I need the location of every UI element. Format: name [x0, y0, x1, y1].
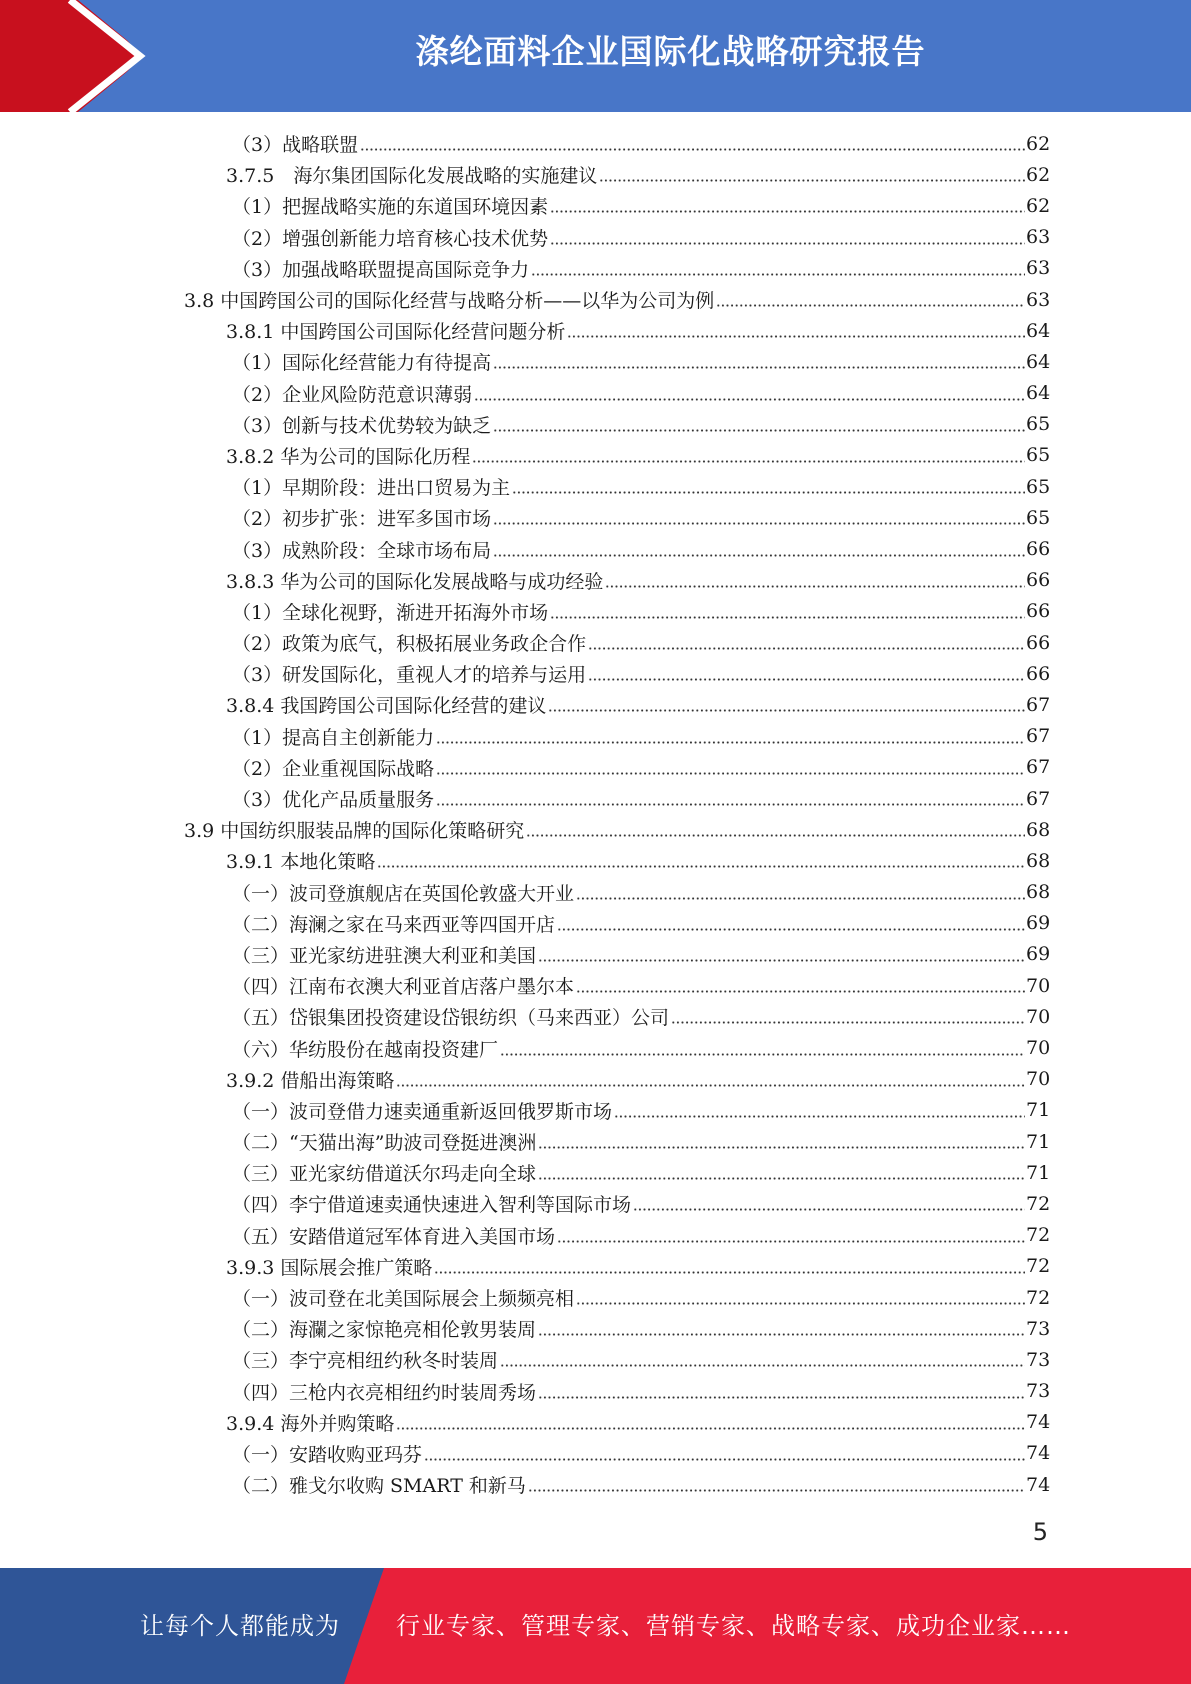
toc-entry[interactable] — [0, 689, 1191, 720]
toc-dot-leader — [588, 677, 1025, 682]
toc-entry[interactable] — [0, 1251, 1191, 1282]
toc-dot-leader — [576, 896, 1025, 901]
toc-dot-leader — [550, 615, 1025, 620]
toc-dot-leader — [528, 1488, 1025, 1493]
toc-dot-leader — [605, 584, 1025, 589]
toc-entry-page: 65 — [1026, 475, 1051, 498]
toc-entry-title: （一）安踏收购亚玛芬 — [232, 1443, 423, 1466]
toc-entry-page: 72 — [1026, 1224, 1051, 1247]
toc-entry-page: 73 — [1026, 1380, 1051, 1403]
toc-entry-title: （3）加强战略联盟提高国际竞争力 — [232, 258, 530, 281]
toc-entry[interactable] — [0, 658, 1191, 689]
toc-entry[interactable] — [0, 627, 1191, 658]
toc-dot-leader — [377, 864, 1025, 869]
toc-entry[interactable] — [0, 596, 1191, 627]
toc-entry-title: 3.8.4 我国跨国公司国际化经营的建议 — [226, 695, 547, 718]
toc-entry-title: （1）国际化经营能力有待提高 — [232, 352, 492, 375]
toc-dot-leader — [526, 833, 1025, 838]
toc-entry-page: 74 — [1026, 1442, 1051, 1465]
toc-entry-page: 72 — [1026, 1255, 1051, 1278]
toc-entry-title: （六）华纺股份在越南投资建厂 — [232, 1038, 499, 1061]
toc-entry-page: 64 — [1026, 350, 1051, 373]
toc-entry-title: 3.9 中国纺织服装品牌的国际化策略研究 — [184, 820, 525, 843]
toc-dot-leader — [531, 272, 1025, 277]
toc-entry-title: （2）企业重视国际战略 — [232, 757, 435, 780]
toc-entry-title: 3.7.5 海尔集团国际化发展战略的实施建议 — [226, 165, 598, 188]
toc-entry[interactable] — [0, 471, 1191, 502]
toc-entry[interactable] — [0, 565, 1191, 596]
toc-entry[interactable] — [0, 378, 1191, 409]
toc-entry[interactable] — [0, 1188, 1191, 1219]
toc-entry-title: （3）优化产品质量服务 — [232, 789, 435, 812]
toc-entry-page: 67 — [1026, 725, 1051, 748]
toc-entry[interactable] — [0, 939, 1191, 970]
toc-dot-leader — [500, 1052, 1025, 1057]
toc-entry-title: （1）把握战略实施的东道国环境因素 — [232, 196, 549, 219]
toc-dot-leader — [360, 147, 1025, 152]
toc-entry[interactable] — [0, 970, 1191, 1001]
toc-dot-leader — [567, 334, 1025, 339]
toc-dot-leader — [493, 428, 1025, 433]
toc-entry-page: 67 — [1026, 787, 1051, 810]
toc-entry[interactable] — [0, 253, 1191, 284]
toc-dot-leader — [538, 1395, 1025, 1400]
toc-entry[interactable] — [0, 1438, 1191, 1469]
toc-entry-title: （3）研发国际化，重视人才的培养与运用 — [232, 664, 587, 687]
toc-dot-leader — [424, 1457, 1025, 1462]
toc-dot-leader — [557, 1239, 1025, 1244]
toc-entry[interactable] — [0, 222, 1191, 253]
toc-dot-leader — [548, 708, 1025, 713]
toc-dot-leader — [396, 1426, 1025, 1431]
toc-entry[interactable] — [0, 1157, 1191, 1188]
toc-entry-page: 66 — [1026, 631, 1051, 654]
toc-dot-leader — [599, 178, 1025, 183]
footer-slogan-left: 让每个人都能成为 — [140, 1612, 340, 1640]
toc-entry-page: 62 — [1026, 194, 1051, 217]
toc-dot-leader — [614, 1114, 1025, 1119]
toc-entry-page: 68 — [1026, 818, 1051, 841]
toc-dot-leader — [493, 553, 1025, 558]
toc-dot-leader — [493, 521, 1025, 526]
toc-entry-title: （1）全球化视野，渐进开拓海外市场 — [232, 601, 549, 624]
toc-entry[interactable] — [0, 1344, 1191, 1375]
toc-dot-leader — [557, 927, 1025, 932]
toc-entry-page: 71 — [1026, 1161, 1051, 1184]
toc-entry[interactable] — [0, 908, 1191, 939]
toc-entry-title: （1）提高自主创新能力 — [232, 726, 435, 749]
toc-entry-title: （2）增强创新能力培育核心技术优势 — [232, 227, 549, 250]
toc-entry-title: 3.8.3 华为公司的国际化发展战略与成功经验 — [226, 570, 604, 593]
toc-entry-title: 3.8 中国跨国公司的国际化经营与战略分析——以华为公司为例 — [184, 290, 715, 313]
toc-entry-title: （一）波司登在北美国际展会上频频亮相 — [232, 1288, 575, 1311]
toc-entry[interactable] — [0, 190, 1191, 221]
toc-dot-leader — [538, 1176, 1025, 1181]
toc-entry[interactable] — [0, 1220, 1191, 1251]
toc-entry-title: （三）李宁亮相纽约秋冬时装周 — [232, 1350, 499, 1373]
toc-entry[interactable] — [0, 1376, 1191, 1407]
toc-dot-leader — [493, 365, 1025, 370]
toc-entry-page: 68 — [1026, 881, 1051, 904]
toc-entry-title: （一）波司登旗舰店在英国伦敦盛大开业 — [232, 882, 575, 905]
page-footer — [0, 1568, 1191, 1684]
toc-entry-title: （三）亚光家纺进驻澳大利亚和美国 — [232, 944, 537, 967]
toc-entry-page: 69 — [1026, 943, 1051, 966]
toc-entry[interactable] — [0, 284, 1191, 315]
toc-entry-title: （3）创新与技术优势较为缺乏 — [232, 414, 492, 437]
toc-entry[interactable] — [0, 845, 1191, 876]
toc-entry-page: 72 — [1026, 1286, 1051, 1309]
toc-dot-leader — [512, 490, 1025, 495]
toc-entry[interactable] — [0, 1313, 1191, 1344]
toc-entry[interactable] — [0, 877, 1191, 908]
toc-entry-title: （四）江南布衣澳大利亚首店落户墨尔本 — [232, 976, 575, 999]
toc-entry[interactable] — [0, 409, 1191, 440]
toc-dot-leader — [474, 397, 1025, 402]
toc-entry[interactable] — [0, 1407, 1191, 1438]
toc-entry-title: 3.8.1 中国跨国公司国际化经营问题分析 — [226, 321, 566, 344]
toc-entry-title: 3.9.2 借船出海策略 — [226, 1069, 395, 1092]
toc-entry-page: 66 — [1026, 569, 1051, 592]
toc-entry[interactable] — [0, 1282, 1191, 1313]
toc-dot-leader — [538, 1332, 1025, 1337]
toc-entry-page: 72 — [1026, 1192, 1051, 1215]
toc-entry[interactable] — [0, 128, 1191, 159]
toc-dot-leader — [538, 958, 1025, 963]
footer-slogan-right: 行业专家、管理专家、营销专家、战略专家、成功企业家…… — [396, 1612, 1071, 1640]
toc-entry[interactable] — [0, 1064, 1191, 1095]
toc-entry[interactable] — [0, 502, 1191, 533]
toc-dot-leader — [550, 241, 1025, 246]
toc-entry-title: （2）初步扩张：进军多国市场 — [232, 508, 492, 531]
toc-entry-title: （五）岱银集团投资建设岱银纺织（马来西亚）公司 — [232, 1007, 670, 1030]
toc-entry[interactable] — [0, 1095, 1191, 1126]
toc-entry[interactable] — [0, 159, 1191, 190]
toc-entry-title: （二）海瀾之家惊艳亮相伦敦男装周 — [232, 1319, 537, 1342]
toc-entry-page: 71 — [1026, 1130, 1051, 1153]
toc-entry-title: （2）企业风险防范意识薄弱 — [232, 383, 473, 406]
toc-entry-page: 71 — [1026, 1099, 1051, 1122]
toc-entry[interactable] — [0, 1469, 1191, 1500]
toc-entry-page: 64 — [1026, 319, 1051, 342]
toc-entry-page: 65 — [1026, 506, 1051, 529]
toc-entry-page: 64 — [1026, 382, 1051, 405]
toc-entry-title: （二）海澜之家在马来西亚等四国开店 — [232, 913, 556, 936]
toc-entry-title: 3.8.2 华为公司的国际化历程 — [226, 445, 471, 468]
toc-entry[interactable] — [0, 814, 1191, 845]
toc-dot-leader — [716, 303, 1025, 308]
toc-entry[interactable] — [0, 752, 1191, 783]
toc-entry-page: 74 — [1026, 1411, 1051, 1434]
toc-entry-page: 73 — [1026, 1317, 1051, 1340]
toc-entry-page: 73 — [1026, 1348, 1051, 1371]
toc-entry-page: 66 — [1026, 538, 1051, 561]
toc-dot-leader — [538, 1145, 1025, 1150]
table-of-contents — [0, 128, 1191, 1500]
toc-entry[interactable] — [0, 346, 1191, 377]
toc-dot-leader — [550, 209, 1025, 214]
page-number: 5 — [1032, 1518, 1048, 1546]
toc-dot-leader — [396, 1083, 1025, 1088]
toc-entry-page: 70 — [1026, 1005, 1051, 1028]
toc-entry-page: 74 — [1026, 1473, 1051, 1496]
toc-dot-leader — [436, 802, 1025, 807]
toc-entry-title: （一）波司登借力速卖通重新返回俄罗斯市场 — [232, 1100, 613, 1123]
toc-entry-title: 3.9.4 海外并购策略 — [226, 1412, 395, 1435]
toc-entry-page: 70 — [1026, 1068, 1051, 1091]
toc-entry[interactable] — [0, 1032, 1191, 1063]
toc-entry-title: 3.9.1 本地化策略 — [226, 851, 376, 874]
toc-entry-page: 63 — [1026, 226, 1051, 249]
toc-entry-page: 62 — [1026, 163, 1051, 186]
toc-entry-title: （四）李宁借道速卖通快速进入智利等国际市场 — [232, 1194, 632, 1217]
toc-entry-page: 67 — [1026, 756, 1051, 779]
toc-entry-title: （二）雅戈尔收购 SMART 和新马 — [232, 1475, 526, 1498]
toc-entry-page: 70 — [1026, 1037, 1051, 1060]
toc-entry-title: （2）政策为底气，积极拓展业务政企合作 — [232, 633, 587, 656]
toc-dot-leader — [588, 646, 1025, 651]
toc-entry[interactable] — [0, 1001, 1191, 1032]
toc-entry-title: （3）成熟阶段：全球市场布局 — [232, 539, 492, 562]
toc-dot-leader — [434, 1270, 1025, 1275]
toc-entry[interactable] — [0, 315, 1191, 346]
toc-entry[interactable] — [0, 1126, 1191, 1157]
toc-entry-title: （3）战略联盟 — [232, 134, 359, 157]
toc-entry-page: 67 — [1026, 693, 1051, 716]
page-header — [0, 0, 1191, 112]
toc-entry-page: 70 — [1026, 974, 1051, 997]
toc-entry-title: 3.9.3 国际展会推广策略 — [226, 1256, 433, 1279]
toc-dot-leader — [576, 989, 1025, 994]
toc-entry[interactable] — [0, 533, 1191, 564]
toc-entry-title: （五）安踏借道冠军体育进入美国市场 — [232, 1225, 556, 1248]
toc-entry-page: 65 — [1026, 444, 1051, 467]
toc-entry-title: （三）亚光家纺借道沃尔玛走向全球 — [232, 1163, 537, 1186]
toc-entry-title: （二）“天猫出海”助波司登挺进澳洲 — [232, 1132, 537, 1155]
toc-entry-page: 69 — [1026, 912, 1051, 935]
toc-entry-page: 66 — [1026, 662, 1051, 685]
toc-entry[interactable] — [0, 783, 1191, 814]
toc-dot-leader — [500, 1363, 1025, 1368]
header-arrow-decoration — [0, 0, 150, 112]
toc-entry-page: 66 — [1026, 600, 1051, 623]
toc-dot-leader — [671, 1020, 1025, 1025]
toc-entry[interactable] — [0, 721, 1191, 752]
toc-entry[interactable] — [0, 440, 1191, 471]
toc-dot-leader — [633, 1207, 1025, 1212]
report-title: 涤纶面料企业国际化战略研究报告 — [415, 32, 926, 71]
toc-entry-page: 65 — [1026, 413, 1051, 436]
toc-dot-leader — [576, 1301, 1025, 1306]
toc-dot-leader — [436, 771, 1025, 776]
toc-entry-page: 62 — [1026, 132, 1051, 155]
toc-entry-page: 63 — [1026, 288, 1051, 311]
toc-entry-page: 68 — [1026, 849, 1051, 872]
toc-entry-title: （1）早期阶段：进出口贸易为主 — [232, 477, 511, 500]
toc-dot-leader — [436, 740, 1025, 745]
toc-entry-page: 63 — [1026, 257, 1051, 280]
toc-dot-leader — [472, 459, 1025, 464]
toc-entry-title: （四）三枪内衣亮相纽约时装周秀场 — [232, 1381, 537, 1404]
